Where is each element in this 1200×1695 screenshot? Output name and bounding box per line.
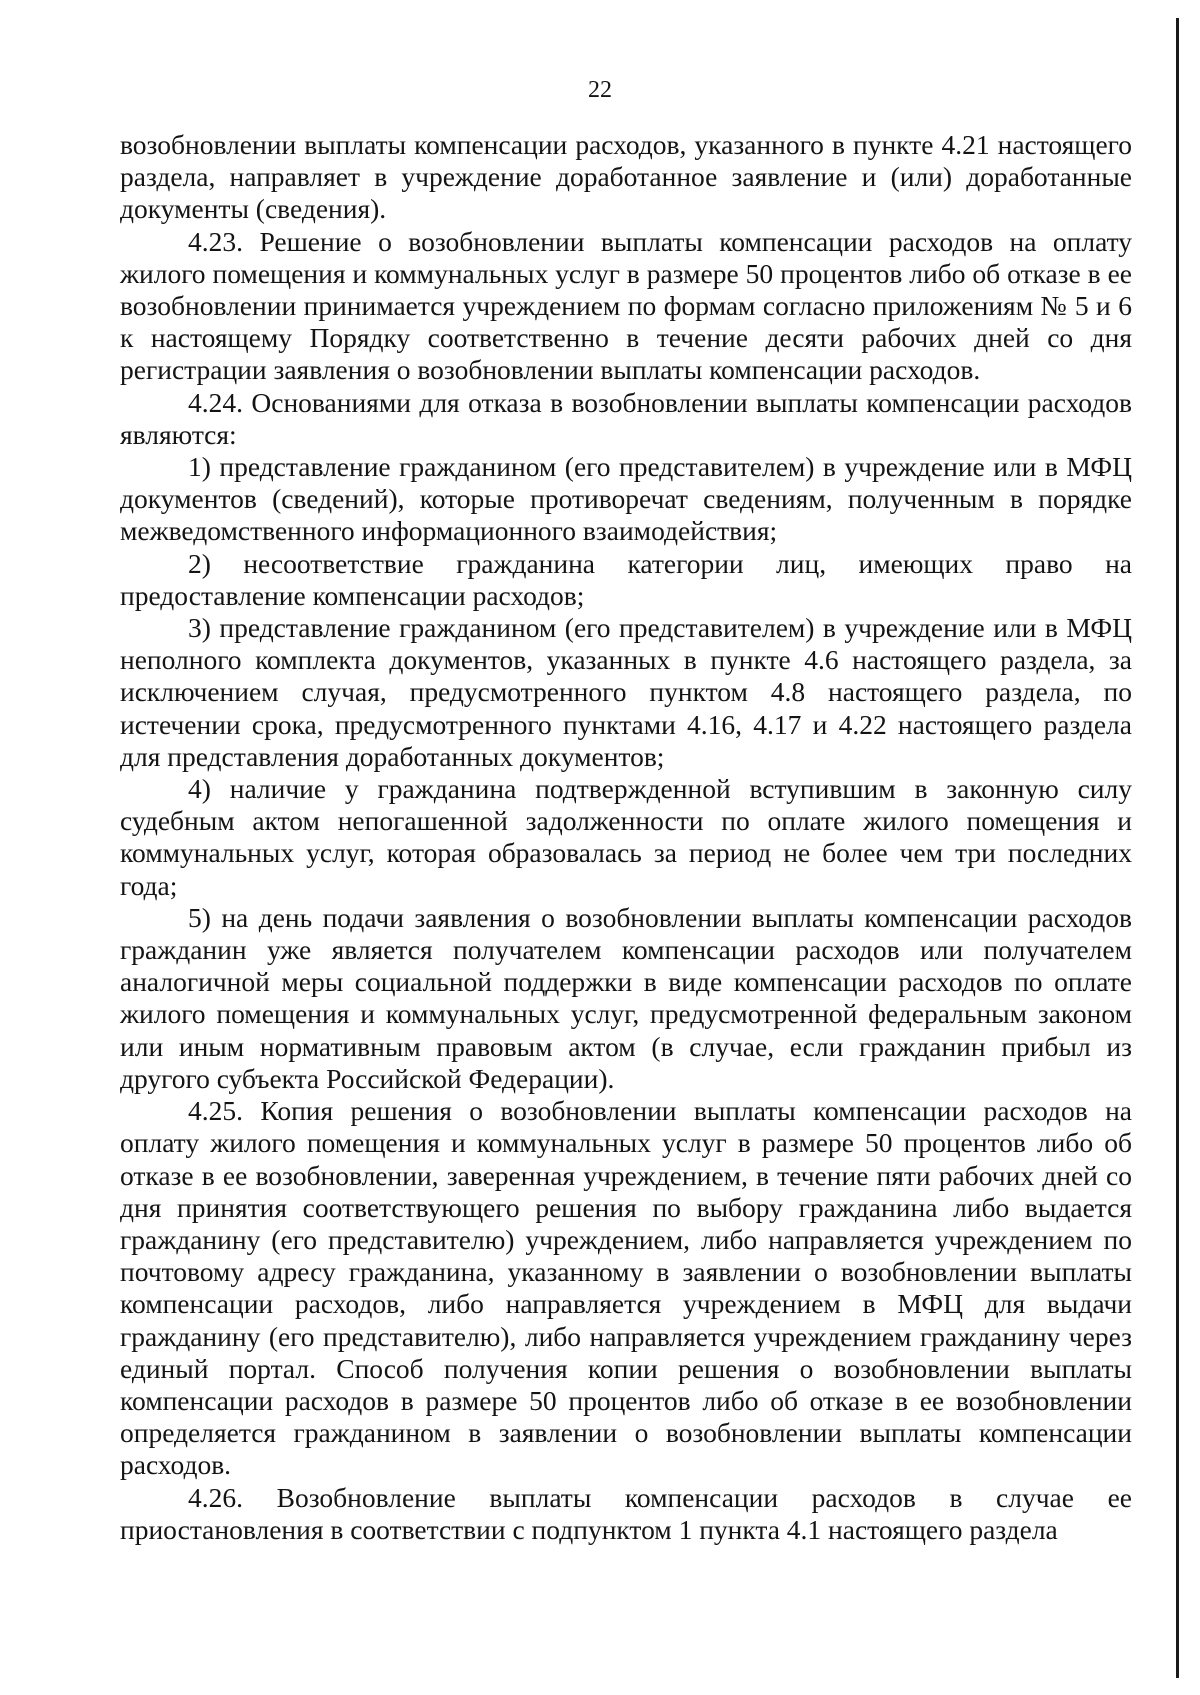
list-item-4: 4) наличие у гражданина подтвержденной вступившим в законную силу судебным актом непогашенной задолженности по оплате жилого помещения и коммунальных услуг, которая образовалась за период не более чем три последних года; (120, 773, 1132, 901)
document-body (120, 129, 1132, 1546)
page-number: 22 (588, 77, 612, 103)
paragraph-continuation: возобновлении выплаты компенсации расходов, указанного в пункте 4.21 настоящего раздела, направляет в учреждение доработанное заявление и (или) доработанные документы (сведения). (120, 129, 1132, 225)
scan-edge-line (1176, 18, 1179, 1678)
paragraph-4-25: 4.25. Копия решения о возобновлении выплаты компенсации расходов на оплату жилого помещения и коммунальных услуг в размере 50 процентов либо об отказе в ее возобновлении, заверенная учреждением, в течение пяти рабочих дней со дня принятия соответствующего решения по выбору гражданина либо выдается гражданину (его представителю) учреждением, либо направляется учреждением по почтовому адресу гражданина, указанному в заявлении о возобновлении выплаты компенсации расходов, либо направляется учреждением в МФЦ для выдачи гражданину (его представителю), либо направляется учреждением гражданину через единый портал. Способ получения копии решения о возобновлении выплаты компенсации расходов в размере 50 процентов либо об отказе в ее возобновлении определяется гражданином в заявлении о возобновлении выплаты компенсации расходов. (120, 1095, 1132, 1481)
list-item-2: 2) несоответствие гражданина категории лиц, имеющих право на предоставление компенсации расходов; (120, 547, 1132, 611)
paragraph-4-26: 4.26. Возобновление выплаты компенсации расходов в случае ее приостановления в соответствии с подпунктом 1 пункта 4.1 настоящего раздела (120, 1481, 1132, 1545)
list-item-3: 3) представление гражданином (его представителем) в учреждение или в МФЦ неполного комплекта документов, указанных в пункте 4.6 настоящего раздела, за исключением случая, предусмотренного пунктом 4.8 настоящего раздела, по истечении срока, предусмотренного пунктами 4.16, 4.17 и 4.22 настоящего раздела для представления доработанных документов; (120, 612, 1132, 772)
list-item-1: 1) представление гражданином (его представителем) в учреждение или в МФЦ документов (сведений), которые противоречат сведениям, полученным в порядке межведомственного информационного взаимодействия; (120, 451, 1132, 547)
paragraph-4-23: 4.23. Решение о возобновлении выплаты компенсации расходов на оплату жилого помещения и коммунальных услуг в размере 50 процентов либо об отказе в ее возобновлении принимается учреждением по формам согласно приложениям № 5 и 6 к настоящему Порядку соответственно в течение десяти рабочих дней со дня регистрации заявления о возобновлении выплаты компенсации расходов. (120, 225, 1132, 386)
paragraph-4-24: 4.24. Основаниями для отказа в возобновлении выплаты компенсации расходов являются: (120, 386, 1132, 450)
list-item-5: 5) на день подачи заявления о возобновлении выплаты компенсации расходов гражданин уже является получателем компенсации расходов или получателем аналогичной меры социальной поддержки в виде компенсации расходов по оплате жилого помещения и коммунальных услуг, предусмотренной федеральным законом или иным нормативным правовым актом (в случае, если гражданин прибыл из другого субъекта Российской Федерации). (120, 901, 1132, 1094)
